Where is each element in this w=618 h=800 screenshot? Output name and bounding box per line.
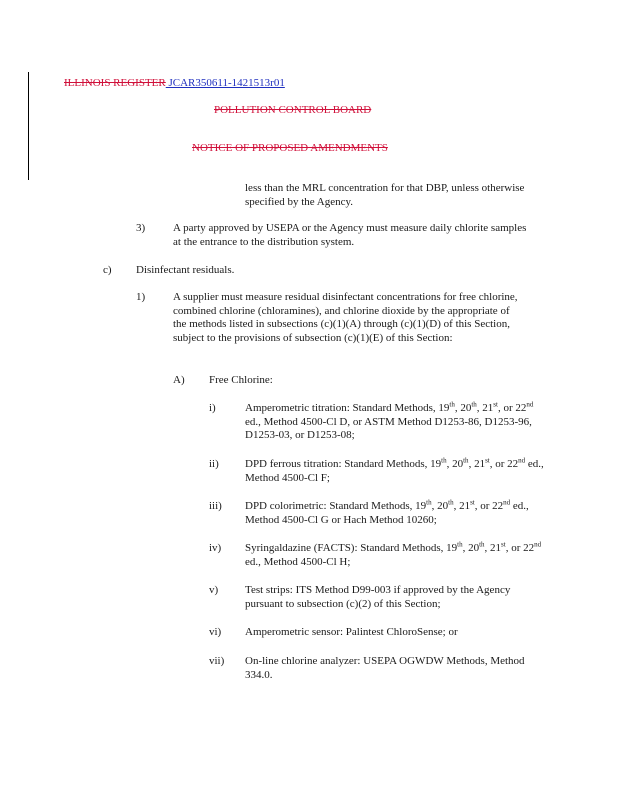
item-1-text: A supplier must measure residual disinfectant concentrations for free chlorine, combined chlorine (chloramines), and chlorine dioxide by the appropriate of the methods listed in subsections (c)(1)(A) through (c)(1)(D) of this Section, subject to the provisions of subsection (c)(1)(E) of this Section:	[173, 291, 518, 344]
method-iv-text: Syringaldazine (FACTS): Standard Methods, 19th, 20th, 21st, or 22nd ed., Method 4500-Cl H;	[245, 540, 542, 568]
board-title: POLLUTION CONTROL BOARD	[214, 104, 372, 116]
method-iii-label: iii)	[209, 500, 222, 512]
item-a-label: A)	[173, 374, 185, 386]
register-title-struck: ILLINOIS REGISTER	[64, 77, 166, 89]
item-3-text: A party approved by USEPA or the Agency must measure daily chlorite samples at the entrance to the distribution system.	[173, 222, 527, 248]
method-v-text: Test strips: ITS Method D99-003 if approved by the Agency pursuant to subsection (c)(2) of this Section;	[245, 584, 511, 610]
revision-change-bar	[28, 72, 29, 180]
section-c-title: Disinfectant residuals.	[136, 264, 235, 276]
method-iii-text: DPD colorimetric: Standard Methods, 19th, 20th, 21st, or 22nd ed., Method 4500-Cl G or Hach Method 10260;	[245, 498, 529, 526]
register-jcar-inserted: JCAR350611-1421513r01	[165, 77, 285, 89]
method-v-label: v)	[209, 584, 219, 596]
section-c-label: c)	[103, 264, 112, 276]
method-i-text: Amperometric titration: Standard Methods, 19th, 20th, 21st, or 22nd ed., Method 4500-Cl D, or ASTM Method D1253-86, D1253-96, D1253-03, or D1253-08;	[245, 400, 534, 441]
item-1-label: 1)	[136, 291, 146, 303]
item-a-title: Free Chlorine:	[209, 374, 273, 386]
method-ii-text: DPD ferrous titration: Standard Methods, 19th, 20th, 21st, or 22nd ed., Method 4500-Cl F;	[245, 456, 544, 484]
register-header	[64, 77, 285, 90]
method-ii-label: ii)	[209, 458, 219, 470]
notice-title: NOTICE OF PROPOSED AMENDMENTS	[192, 142, 388, 154]
method-vi-text: Amperometric sensor: Palintest ChloroSense; or	[245, 626, 458, 638]
method-iv-label: iv)	[209, 542, 222, 554]
method-vii-text: On-line chlorine analyzer: USEPA OGWDW Methods, Method 334.0.	[245, 655, 525, 681]
method-vii-label: vii)	[209, 655, 225, 667]
item-3-label: 3)	[136, 222, 146, 234]
method-vi-label: vi)	[209, 626, 222, 638]
method-i-label: i)	[209, 402, 216, 414]
continued-paragraph: less than the MRL concentration for that DBP, unless otherwise specified by the Agency.	[245, 182, 525, 208]
